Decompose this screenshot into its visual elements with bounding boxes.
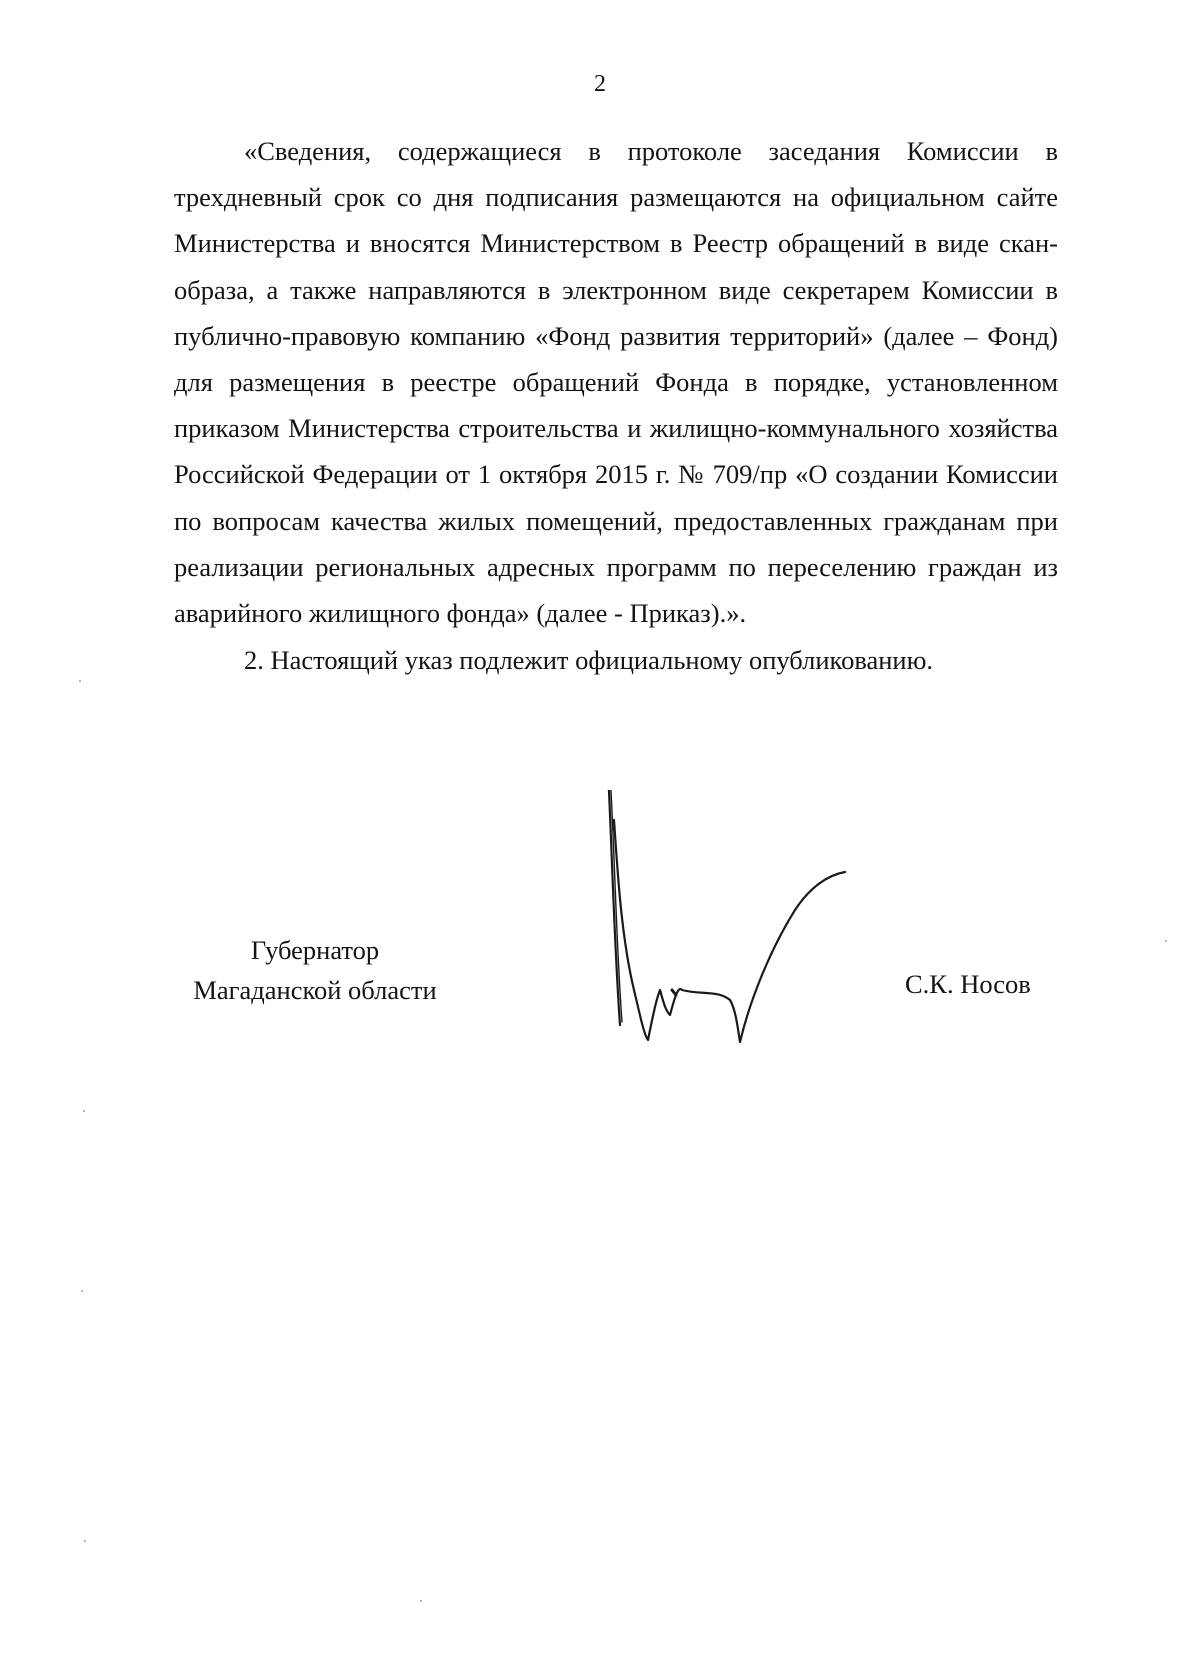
scan-speck bbox=[81, 1290, 83, 1292]
page-number: 2 bbox=[594, 71, 606, 97]
scan-speck bbox=[79, 680, 81, 682]
paragraph-publication: 2. Настоящий указ подлежит официальному опубликованию. bbox=[244, 645, 934, 676]
paragraph-commission-info: «Сведения, содержащиеся в протоколе заседания Комиссии в трехдневный срок со дня подписания размещаются на официальном сайте Министерства и вносятся Министерством в Реестр обращений в виде скан-образа, а также направляются в электронном виде секретарем Комиссии в публично-правовую компанию «Фонд развития территорий» (далее – Фонд) для размещения в реестре обращений Фонда в порядке, установленном приказом Министерства строительства и жилищно-коммунального хозяйства Российской Федерации от 1 октября 2015 г. № 709/пр «О создании Комиссии по вопросам качества жилых помещений, предоставленных гражданам при реализации региональных адресных программ по переселению граждан из аварийного жилищного фонда» (далее - Приказ).». bbox=[174, 136, 1058, 629]
scan-speck bbox=[420, 1600, 422, 1602]
signatory-name: С.К. Носов bbox=[905, 969, 1031, 999]
signatory-title bbox=[170, 930, 460, 1010]
handwritten-signature bbox=[600, 790, 880, 1060]
signatory-title-line2: Магаданской области bbox=[193, 975, 437, 1005]
scan-speck bbox=[83, 1110, 85, 1112]
scan-speck bbox=[84, 1540, 86, 1542]
document-body bbox=[174, 128, 1058, 683]
signatory-title-line1: Губернатор bbox=[250, 935, 380, 965]
scan-speck bbox=[1165, 940, 1167, 942]
